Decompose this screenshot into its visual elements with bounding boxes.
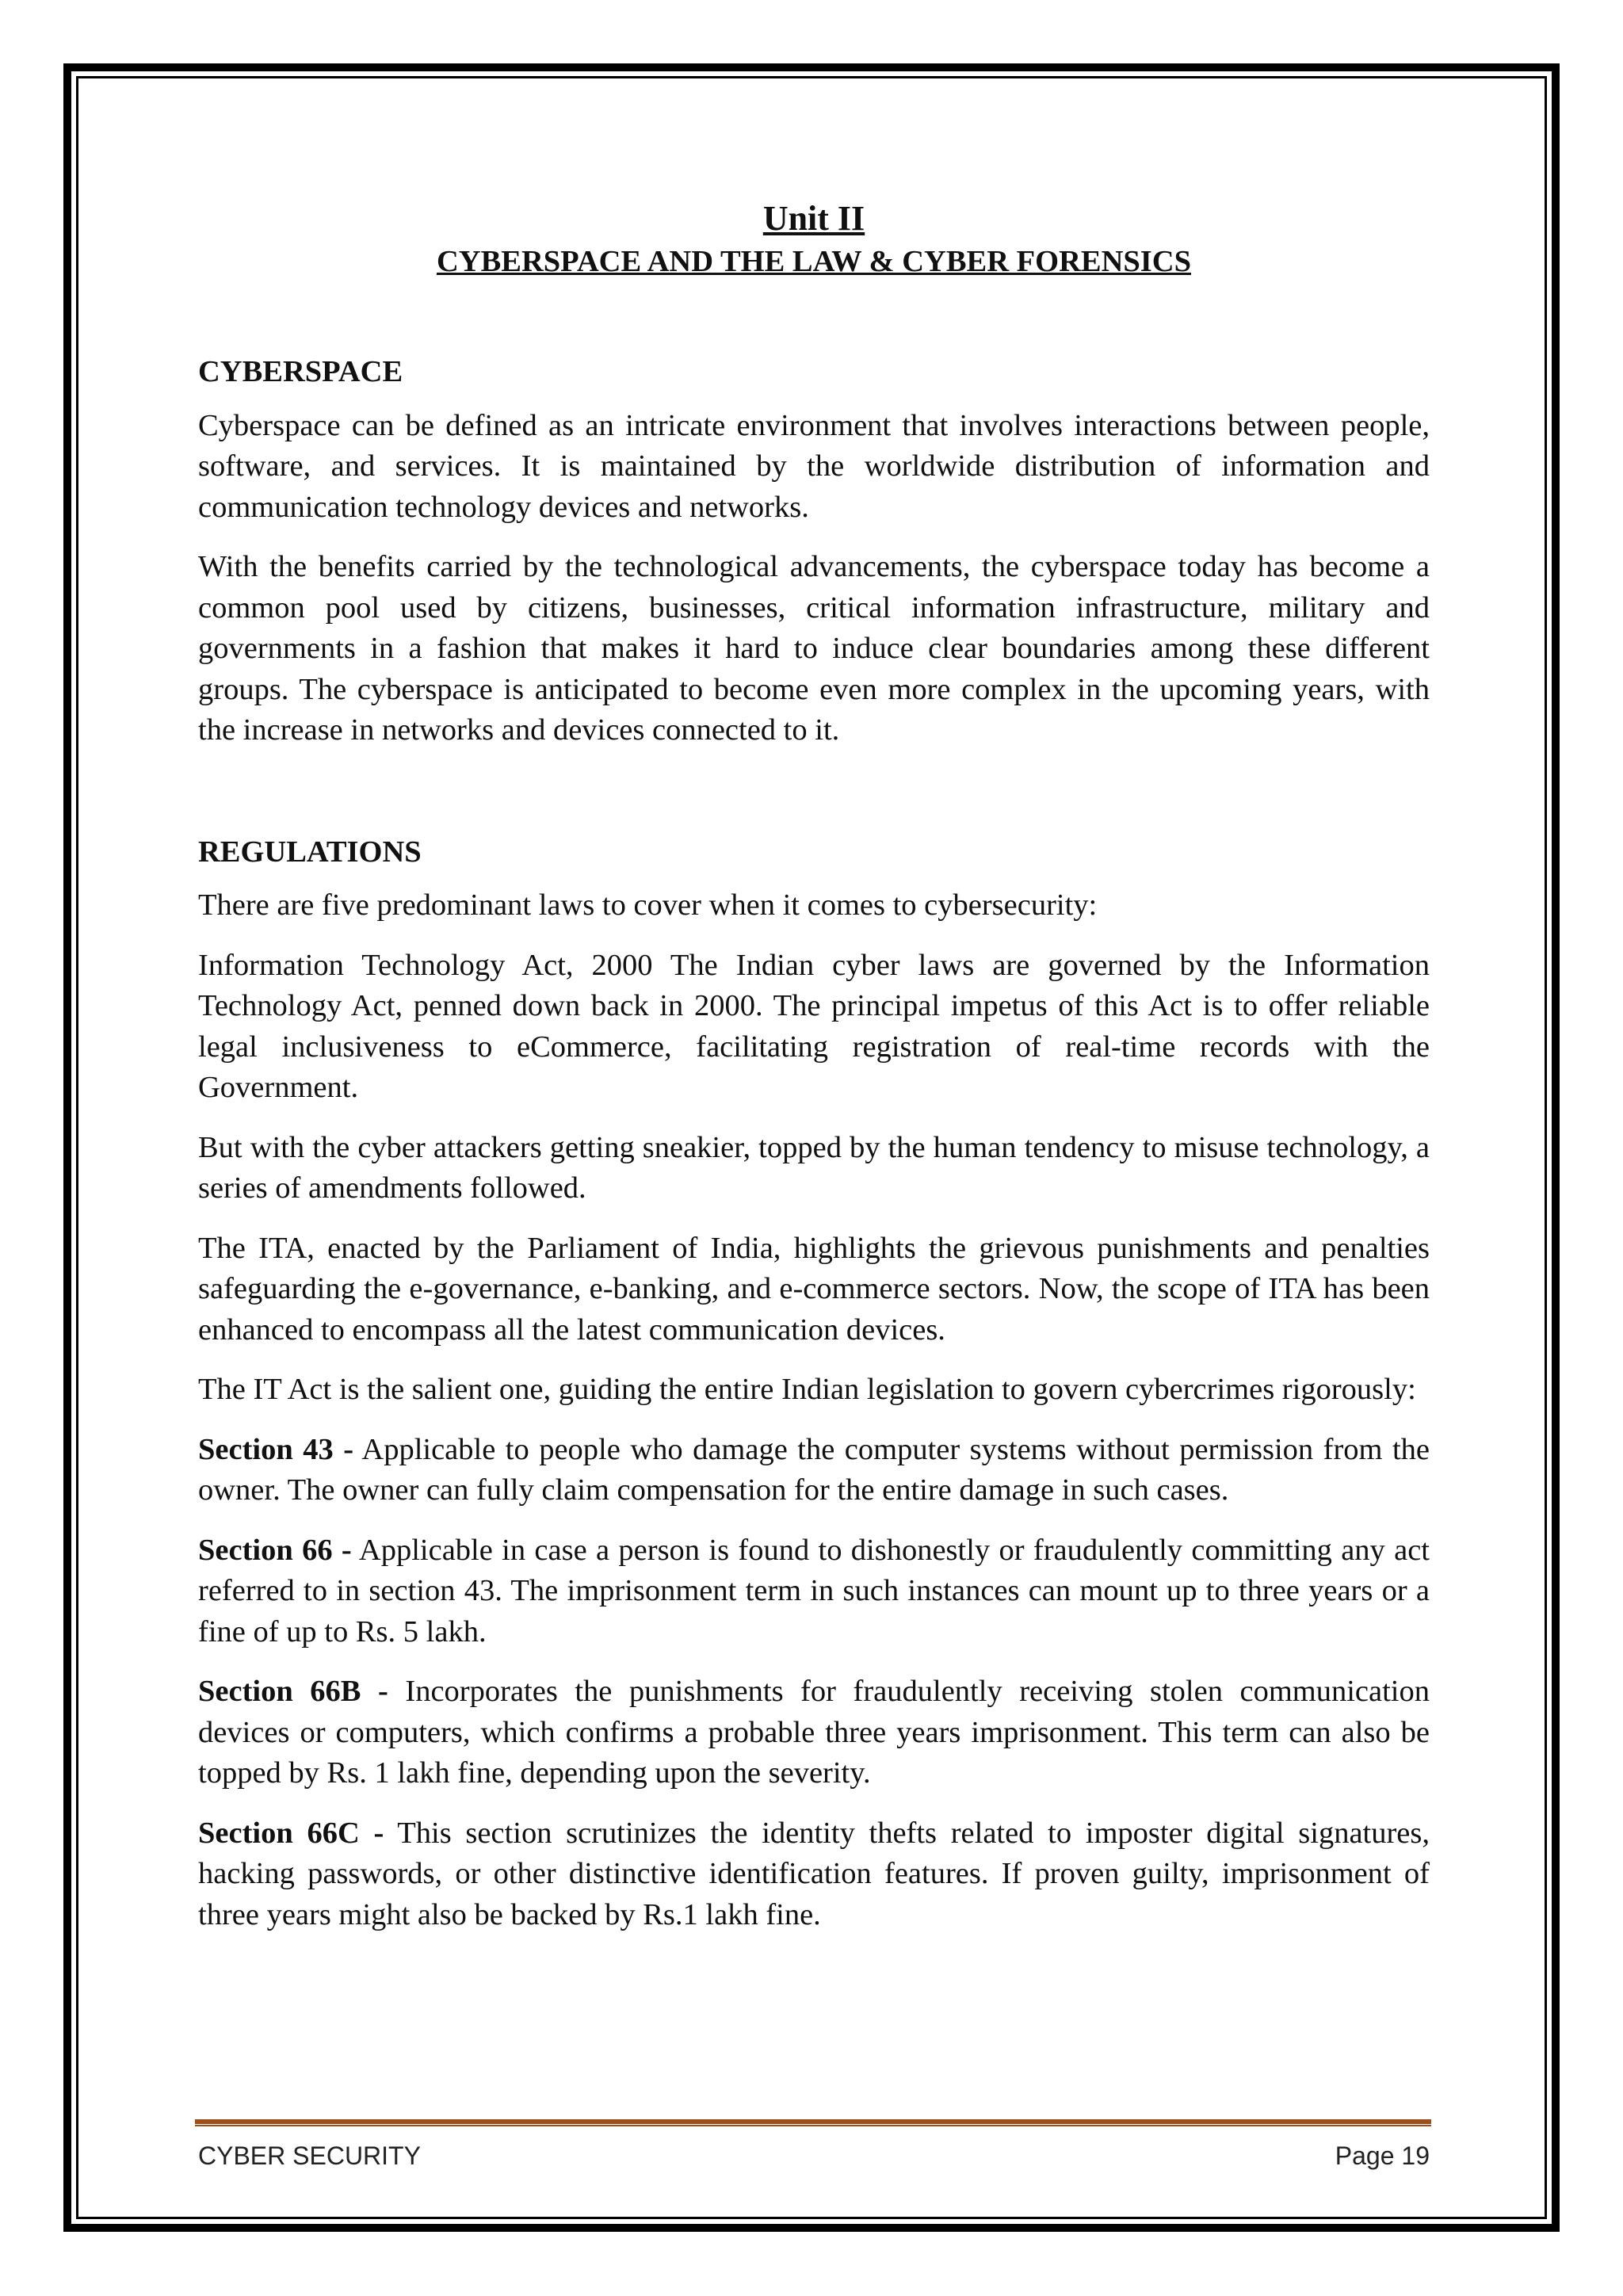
section-43-label: Section 43 - [198, 1432, 354, 1466]
regulations-paragraph-3: But with the cyber attackers getting sneakier, topped by the human tendency to misuse technology, a series of amendments followed. [198, 1130, 1430, 1205]
section-66b-text: Incorporates the punishments for fraudulently receiving stolen communication devices or computers, which confirms a probable three years imprisonment. This term can also be topped by Rs. 1 lakh fine, depending upon the severity. [198, 1675, 1430, 1790]
section-66-text: Applicable in case a person is found to dishonestly or fraudulently committing any act referred to in section 43. The imprisonment term in such instances can mount up to three years or a fine of up to Rs. 5 lakh. [198, 1533, 1430, 1648]
regulations-paragraph-5: The IT Act is the salient one, guiding the entire Indian legislation to govern cybercrimes rigorously: [198, 1373, 1416, 1406]
regulations-paragraph-1: There are five predominant laws to cover when it comes to cybersecurity: [198, 888, 1098, 922]
section-43-paragraph [198, 1430, 1430, 1511]
section-spacer [198, 770, 1430, 832]
footer-rule [195, 2119, 1431, 2126]
cyberspace-paragraph-1: Cyberspace can be defined as an intricate environment that involves interactions between people, software, and services. It is maintained by the worldwide distribution of information and communication technology devices and networks. [198, 408, 1430, 524]
regulations-paragraph-2: Information Technology Act, 2000 The Indian cyber laws are governed by the Information Technology Act, penned down back in 2000. The principal impetus of this Act is to offer reliable legal inclusiveness to eCommerce, facilitating registration of real-time records with the Government. [198, 948, 1430, 1104]
section-heading-regulations: REGULATIONS [198, 835, 422, 869]
section-heading-cyberspace: CYBERSPACE [198, 355, 403, 388]
page-number: Page 19 [1335, 2141, 1430, 2170]
unit-subtitle: CYBERSPACE AND THE LAW & CYBER FORENSICS [437, 245, 1191, 278]
cyberspace-paragraph-2: With the benefits carried by the technological advancements, the cyberspace today has become a common pool used by citizens, businesses, critical information infrastructure, military and governments in a fashion that makes it hard to induce clear boundaries among these different groups. The cyberspace is anticipated to become even more complex in the upcoming years, with the increase in networks and devices connected to it. [198, 550, 1430, 747]
section-43-text: Applicable to people who damage the computer systems without permission from the owner. The owner can fully claim compensation for the entire damage in such cases. [198, 1432, 1430, 1507]
page-content [198, 197, 1430, 1954]
section-66-label: Section 66 - [198, 1533, 352, 1567]
section-66c-label: Section 66C - [198, 1816, 384, 1850]
footer-title: CYBER SECURITY [198, 2141, 421, 2170]
section-66b-paragraph [198, 1671, 1430, 1794]
section-66-paragraph [198, 1530, 1430, 1653]
section-66c-text: This section scrutinizes the identity thefts related to imposter digital signatures, hacking passwords, or other distinctive identification features. If proven guilty, imprisonment of three years might also be backed by Rs.1 lakh fine. [198, 1816, 1430, 1931]
section-66c-paragraph [198, 1813, 1430, 1936]
unit-title: Unit II [762, 199, 865, 238]
regulations-paragraph-4: The ITA, enacted by the Parliament of India, highlights the grievous punishments and penalties safeguarding the e-governance, e-banking, and e-commerce sectors. Now, the scope of ITA has been enhanced to encompass all the latest communication devices. [198, 1231, 1430, 1347]
section-66b-label: Section 66B - [198, 1675, 388, 1708]
